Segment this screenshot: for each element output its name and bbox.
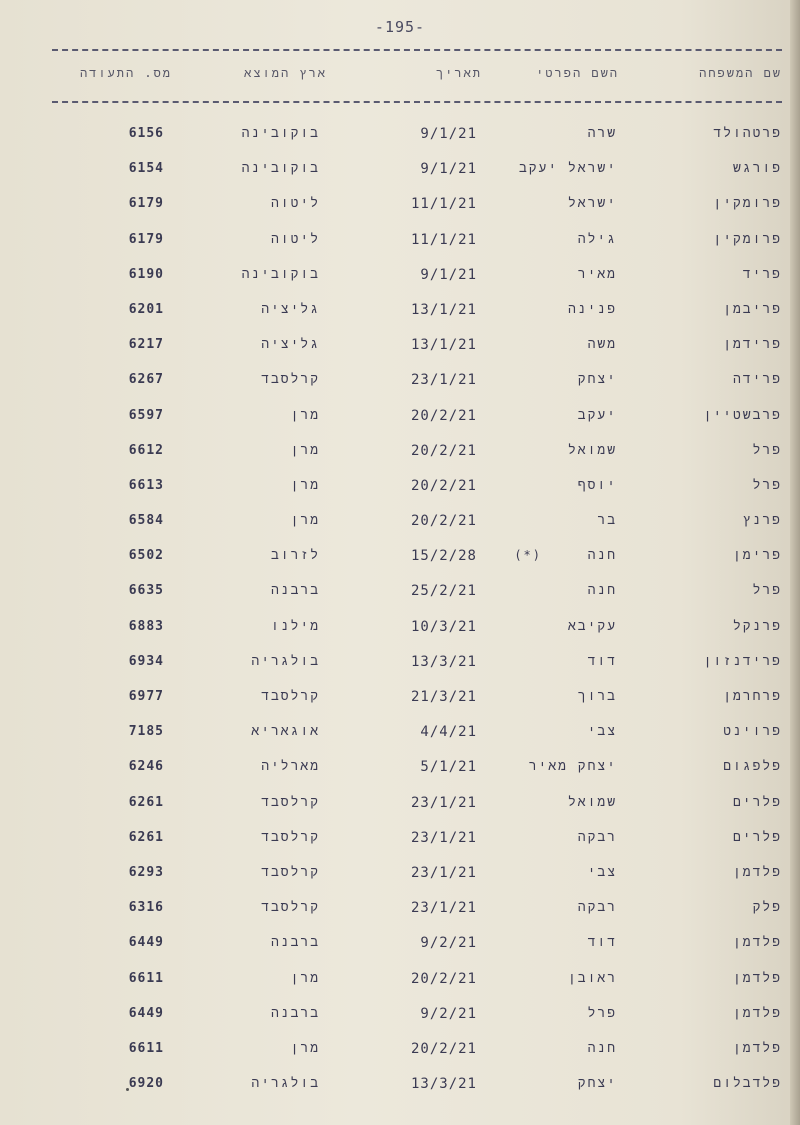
date-cell: 9/1/21 (420, 161, 477, 178)
given-name-cell: חנה (587, 583, 617, 599)
header-origin: ארץ המוצא (244, 66, 327, 80)
table-row (52, 787, 782, 822)
certificate-number-cell: 6612 (128, 442, 164, 458)
table-row (52, 611, 782, 646)
date-cell: 11/1/21 (410, 196, 477, 213)
given-name-cell: צבי (587, 724, 617, 740)
family-name-cell: פלדמן (732, 1040, 782, 1056)
origin-cell: ליטוה (270, 231, 320, 247)
family-name-cell: פלדמן (732, 864, 782, 880)
origin-cell: מרן (290, 970, 320, 986)
family-name-cell: פריד (742, 266, 782, 282)
given-name-cell: יוסף (577, 477, 617, 493)
date-cell: 23/1/21 (410, 372, 477, 389)
given-name-cell: ישראל יעקב (518, 161, 617, 177)
origin-cell: מרן (290, 477, 320, 493)
date-cell: 5/1/21 (420, 759, 477, 776)
origin-cell: מרן (290, 442, 320, 458)
certificate-number-cell: 6635 (128, 583, 164, 599)
given-name-cell: דוד (587, 653, 617, 669)
header-date: תאריך (435, 66, 482, 80)
table-row (52, 681, 782, 716)
origin-cell: מרן (290, 407, 320, 423)
header-certificate-number: מס. התעודה (79, 66, 172, 80)
date-cell: 9/1/21 (420, 266, 477, 283)
given-name-cell: פרל (587, 1005, 617, 1021)
family-name-cell: פלפגום (723, 759, 782, 775)
table-row (52, 857, 782, 892)
origin-cell: בוקובינה (241, 126, 320, 141)
origin-cell: מרן (290, 513, 320, 529)
table-row (52, 998, 782, 1033)
origin-cell: גליציה (261, 337, 320, 353)
certificate-number-cell: 6449 (128, 1005, 164, 1021)
given-name-cell: יצחק (577, 372, 617, 388)
family-name-cell: פלרים (732, 829, 782, 845)
date-cell: 25/2/21 (410, 583, 477, 600)
date-cell: 23/1/21 (410, 794, 477, 811)
origin-cell: גליציה (261, 301, 320, 317)
origin-cell: בוקובינה (241, 266, 320, 282)
family-name-cell: פרנקל (732, 618, 782, 634)
given-name-cell: יצחק מאיר (528, 759, 617, 775)
given-name-cell: דוד (587, 935, 617, 951)
table-row (52, 505, 782, 540)
family-name-cell: פרומקין (713, 231, 782, 247)
origin-cell: קרלסבד (261, 829, 320, 845)
origin-cell: קרלסבד (261, 864, 320, 880)
given-name-cell: שמואל (567, 442, 617, 458)
table-row (52, 329, 782, 364)
given-name-cell: ראובן (567, 970, 617, 986)
date-cell: 23/1/21 (410, 864, 477, 881)
date-cell: 13/3/21 (410, 653, 477, 670)
certificate-number-cell: 6316 (128, 900, 164, 916)
given-name-cell: עקיבא (567, 618, 617, 634)
table-row (52, 963, 782, 998)
given-name-cell: פנינה (567, 301, 617, 317)
origin-cell: ברבנה (270, 935, 320, 951)
header-divider (52, 101, 782, 103)
date-cell: 9/2/21 (420, 935, 477, 952)
date-cell: 20/2/21 (410, 442, 477, 459)
family-name-cell: פרידמן (723, 337, 782, 353)
given-name-cell: ברוך (577, 689, 617, 704)
given-name-cell: שמואל (567, 794, 617, 810)
table-row (52, 822, 782, 857)
certificate-number-cell: 6261 (128, 829, 164, 845)
origin-cell: ברבנה (270, 1005, 320, 1021)
given-name-cell: גילה (577, 231, 617, 247)
certificate-number-cell: 6217 (128, 337, 164, 353)
origin-cell: בוקובינה (241, 161, 320, 177)
family-name-cell: פלרים (732, 794, 782, 810)
certificate-number-cell: 6201 (128, 301, 164, 317)
certificate-number-cell: 6611 (128, 1040, 164, 1056)
given-name-cell: רבקה (577, 900, 617, 916)
given-name-cell: רבקה (577, 829, 617, 845)
family-name-cell: פלדמן (732, 935, 782, 951)
date-cell: 11/1/21 (410, 231, 477, 248)
given-name-cell: חנה (587, 548, 617, 564)
family-name-cell: פרבשטיין (703, 407, 782, 423)
given-name-cell: צבי (587, 864, 617, 880)
family-name-cell: פרידה (732, 372, 782, 388)
table-row (52, 751, 782, 786)
certificate-number-cell: 7185 (128, 724, 164, 740)
family-name-cell: פלדמן (732, 1005, 782, 1021)
certificate-number-cell: 6293 (128, 864, 164, 880)
given-name-cell: בר (597, 513, 617, 529)
table-row (52, 892, 782, 927)
page-number: -195- (374, 18, 426, 36)
date-cell: 21/3/21 (410, 689, 477, 705)
family-name-cell: פלדמן (732, 970, 782, 986)
date-cell: 23/1/21 (410, 829, 477, 846)
certificate-number-cell: 6246 (128, 759, 164, 775)
table-row (52, 540, 782, 575)
table-row (52, 224, 782, 259)
date-cell: 10/3/21 (410, 618, 477, 635)
table-header (52, 66, 782, 88)
certificate-number-cell: 6502 (128, 548, 164, 564)
table-row (52, 400, 782, 435)
certificate-number-cell: 6267 (128, 372, 164, 388)
origin-cell: בולגריה (251, 653, 320, 669)
origin-cell: קרלסבד (261, 689, 320, 704)
date-cell: 15/2/28 (410, 548, 477, 565)
family-name-cell: פרימן (732, 548, 782, 564)
origin-cell: קרלסבד (261, 794, 320, 810)
table-row (52, 153, 782, 188)
family-name-cell: פרחרמן (723, 689, 782, 704)
certificate-number-cell: 6883 (128, 618, 164, 634)
certificate-number-cell: 6154 (128, 161, 164, 177)
family-name-cell: פרל (752, 442, 782, 458)
page-edge (790, 0, 800, 1125)
family-name-cell: פרידנזון (703, 653, 782, 669)
family-name-cell: פרל (752, 583, 782, 599)
table-row (52, 364, 782, 399)
margin-mark (126, 1088, 129, 1091)
family-name-cell: פרוינט (723, 724, 782, 740)
certificate-number-cell: 6920 (128, 1076, 164, 1092)
family-name-cell: פרל (752, 477, 782, 493)
date-cell: 20/2/21 (410, 1040, 477, 1057)
certificate-number-cell: 6584 (128, 513, 164, 529)
table-row (52, 716, 782, 751)
family-name-cell: פורגש (732, 161, 782, 177)
origin-cell: מארליה (261, 759, 320, 775)
certificate-number-cell: 6934 (128, 653, 164, 669)
certificate-number-cell: 6179 (128, 231, 164, 247)
given-name-cell: חנה (587, 1040, 617, 1056)
certificate-number-cell: 6190 (128, 266, 164, 282)
certificate-number-cell: 6611 (128, 970, 164, 986)
note-cell: (*) (514, 548, 542, 563)
origin-cell: ברבנה (270, 583, 320, 599)
table-row (52, 118, 782, 153)
given-name-cell: מאיר (577, 266, 617, 282)
certificate-number-cell: 6613 (128, 477, 164, 493)
origin-cell: בולגריה (251, 1076, 320, 1092)
certificate-number-cell: 6156 (128, 126, 164, 141)
table-row (52, 188, 782, 223)
family-name-cell: פריבמן (723, 301, 782, 317)
table-row (52, 575, 782, 610)
table-row (52, 294, 782, 329)
table-row (52, 1033, 782, 1068)
date-cell: 23/1/21 (410, 900, 477, 917)
header-given-name: השם הפרטי (536, 66, 619, 80)
certificate-number-cell: 6977 (128, 689, 164, 704)
given-name-cell: יצחק (577, 1076, 617, 1092)
date-cell: 20/2/21 (410, 477, 477, 494)
family-name-cell: פלק (752, 900, 782, 916)
family-name-cell: פרנץ (742, 513, 782, 529)
table-row (52, 927, 782, 962)
date-cell: 20/2/21 (410, 407, 477, 424)
origin-cell: קרלסבד (261, 900, 320, 916)
given-name-cell: יעקב (577, 407, 617, 423)
table-row (52, 470, 782, 505)
records-table (52, 118, 782, 1103)
date-cell: 13/1/21 (410, 337, 477, 354)
origin-cell: מרן (290, 1040, 320, 1056)
family-name-cell: פלדבלום (713, 1076, 782, 1092)
origin-cell: לזרוב (270, 548, 320, 564)
top-divider (52, 49, 782, 51)
certificate-number-cell: 6449 (128, 935, 164, 951)
date-cell: 9/2/21 (420, 1005, 477, 1022)
origin-cell: ליטוה (270, 196, 320, 212)
family-name-cell: פרומקין (713, 196, 782, 212)
certificate-number-cell: 6179 (128, 196, 164, 212)
given-name-cell: שרה (587, 126, 617, 141)
family-name-cell: פרטהולד (713, 126, 782, 141)
header-family-name: שם המשפחה (699, 66, 782, 80)
table-row (52, 435, 782, 470)
given-name-cell: ישראל (567, 196, 617, 212)
date-cell: 13/3/21 (410, 1076, 477, 1093)
certificate-number-cell: 6597 (128, 407, 164, 423)
origin-cell: קרלסבד (261, 372, 320, 388)
table-row (52, 259, 782, 294)
origin-cell: מילנו (270, 618, 320, 634)
given-name-cell: משה (587, 337, 617, 353)
date-cell: 13/1/21 (410, 301, 477, 318)
origin-cell: אוגאריא (251, 724, 320, 740)
table-row (52, 646, 782, 681)
date-cell: 20/2/21 (410, 513, 477, 530)
table-row (52, 1068, 782, 1103)
certificate-number-cell: 6261 (128, 794, 164, 810)
date-cell: 9/1/21 (420, 126, 477, 142)
date-cell: 4/4/21 (420, 724, 477, 741)
date-cell: 20/2/21 (410, 970, 477, 987)
